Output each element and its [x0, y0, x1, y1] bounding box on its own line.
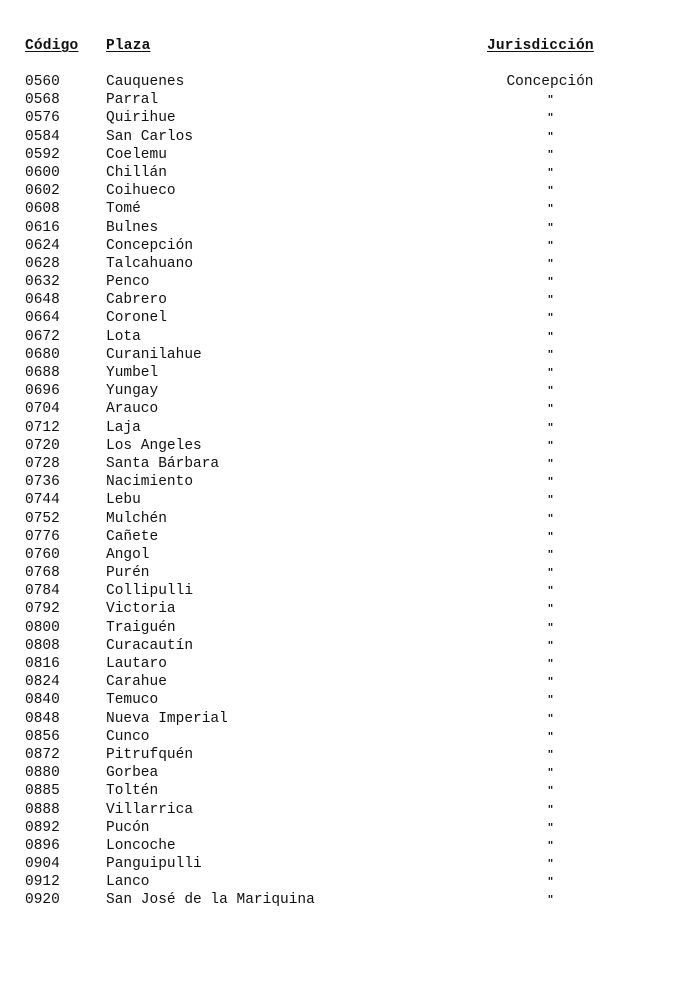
jurisdiccion-cell: "	[547, 456, 553, 470]
table-row	[0, 510, 700, 528]
codigo-cell: 0720	[25, 437, 60, 454]
table-row	[0, 128, 700, 146]
table-row	[0, 437, 700, 455]
codigo-cell: 0744	[25, 492, 60, 509]
codigo-cell: 0892	[25, 819, 60, 836]
codigo-cell: 0856	[25, 728, 60, 745]
codigo-cell: 0608	[25, 201, 60, 218]
plaza-cell: Coelemu	[106, 146, 167, 163]
codigo-cell: 0776	[25, 528, 60, 545]
codigo-cell: 0568	[25, 92, 60, 109]
jurisdiccion-cell: "	[547, 256, 553, 270]
table-row	[0, 764, 700, 782]
codigo-cell: 0600	[25, 164, 60, 181]
codigo-cell: 0800	[25, 619, 60, 636]
codigo-cell: 0848	[25, 710, 60, 727]
jurisdiccion-cell: "	[547, 529, 553, 543]
plaza-list	[0, 73, 700, 910]
codigo-cell: 0920	[25, 892, 60, 909]
jurisdiccion-cell: "	[547, 311, 553, 325]
plaza-cell: Purén	[106, 565, 150, 582]
plaza-cell: Concepción	[106, 237, 194, 254]
jurisdiccion-cell: "	[547, 165, 553, 179]
table-row	[0, 673, 700, 691]
plaza-cell: Toltén	[106, 783, 159, 800]
codigo-cell: 0872	[25, 746, 60, 763]
table-row	[0, 528, 700, 546]
plaza-cell: Carahue	[106, 674, 167, 691]
plaza-cell: Lanco	[106, 874, 150, 891]
codigo-cell: 0672	[25, 328, 60, 345]
table-row	[0, 728, 700, 746]
codigo-cell: 0560	[25, 74, 60, 90]
plaza-cell: Temuco	[106, 692, 159, 709]
jurisdiccion-cell: "	[547, 857, 553, 871]
codigo-cell: 0736	[25, 474, 60, 491]
codigo-cell: 0712	[25, 419, 60, 436]
codigo-cell: 0880	[25, 765, 60, 782]
plaza-cell: Penco	[106, 274, 150, 291]
jurisdiccion-cell: "	[547, 584, 553, 598]
codigo-cell: 0628	[25, 255, 60, 272]
codigo-cell: 0696	[25, 383, 60, 400]
plaza-cell: Yumbel	[106, 365, 159, 381]
table-row	[0, 855, 700, 873]
jurisdiccion-cell: "	[547, 329, 553, 343]
plaza-cell: Chillán	[106, 164, 167, 181]
jurisdiccion-cell: "	[547, 729, 553, 743]
codigo-cell: 0688	[25, 365, 60, 381]
plaza-cell: Cunco	[106, 728, 150, 745]
jurisdiccion-cell: "	[547, 675, 553, 689]
table-row	[0, 546, 700, 564]
jurisdiccion-cell: "	[547, 420, 553, 434]
plaza-cell: Coihueco	[106, 183, 176, 200]
table-row	[0, 637, 700, 655]
table-row	[0, 400, 700, 418]
header-codigo: Código	[25, 38, 79, 54]
plaza-cell: Nacimiento	[106, 474, 194, 491]
jurisdiccion-cell: "	[547, 111, 553, 125]
plaza-cell: Angol	[106, 546, 150, 563]
jurisdiccion-cell: "	[547, 784, 553, 798]
table-row	[0, 837, 700, 855]
codigo-cell: 0808	[25, 637, 60, 654]
jurisdiccion-cell: "	[547, 657, 553, 670]
codigo-cell: 0768	[25, 565, 60, 582]
jurisdiccion-cell: "	[547, 511, 553, 525]
jurisdiccion-cell: "	[547, 875, 553, 889]
codigo-cell: 0680	[25, 346, 60, 363]
table-row	[0, 710, 700, 728]
table-row	[0, 219, 700, 237]
plaza-cell: Curacautín	[106, 637, 194, 654]
codigo-cell: 0760	[25, 546, 60, 563]
plaza-cell: Nueva Imperial	[106, 710, 228, 727]
plaza-cell: Laja	[106, 419, 141, 436]
plaza-cell: Talcahuano	[106, 255, 194, 272]
codigo-cell: 0896	[25, 837, 60, 854]
table-row	[0, 255, 700, 273]
plaza-cell: Curanilahue	[106, 346, 202, 363]
codigo-cell: 0904	[25, 856, 60, 873]
header-jurisdiccion: Jurisdicción	[487, 38, 594, 54]
plaza-cell: Pitrufquén	[106, 746, 194, 763]
jurisdiccion-cell: "	[547, 293, 553, 307]
plaza-cell: San Carlos	[106, 128, 194, 145]
plaza-cell: Los Angeles	[106, 437, 202, 454]
table-row	[0, 382, 700, 400]
plaza-cell: Panguipulli	[106, 856, 202, 873]
plaza-cell: Lota	[106, 328, 141, 345]
jurisdiccion-cell: "	[547, 384, 553, 398]
plaza-cell: Lautaro	[106, 656, 167, 672]
plaza-cell: Collipulli	[106, 583, 194, 600]
plaza-cell: Cañete	[106, 528, 159, 545]
table-row	[0, 491, 700, 509]
table-row	[0, 200, 700, 218]
codigo-cell: 0616	[25, 219, 60, 236]
jurisdiccion-cell: "	[547, 402, 553, 416]
plaza-cell: Cabrero	[106, 292, 167, 309]
jurisdiccion-cell: "	[547, 766, 553, 780]
jurisdiccion-cell: "	[547, 620, 553, 634]
jurisdiccion-cell: "	[547, 129, 553, 143]
table-row	[0, 891, 700, 909]
jurisdiccion-cell: Concepción	[506, 74, 594, 90]
plaza-cell: Loncoche	[106, 837, 176, 854]
codigo-cell: 0728	[25, 455, 60, 472]
jurisdiccion-cell: "	[547, 638, 553, 652]
table-row	[0, 309, 700, 327]
table-row	[0, 328, 700, 346]
codigo-cell: 0816	[25, 656, 60, 672]
codigo-cell: 0752	[25, 510, 60, 527]
codigo-cell: 0602	[25, 183, 60, 200]
jurisdiccion-cell: "	[547, 820, 553, 834]
table-row	[0, 73, 700, 91]
codigo-cell: 0824	[25, 674, 60, 691]
table-row	[0, 655, 700, 673]
codigo-cell: 0592	[25, 146, 60, 163]
jurisdiccion-cell: "	[547, 747, 553, 761]
jurisdiccion-cell: "	[547, 475, 553, 489]
plaza-cell: Mulchén	[106, 510, 167, 527]
jurisdiccion-cell: "	[547, 438, 553, 452]
table-row	[0, 346, 700, 364]
jurisdiccion-cell: "	[547, 366, 553, 379]
jurisdiccion-cell: "	[547, 202, 553, 216]
jurisdiccion-cell: "	[547, 711, 553, 725]
table-row	[0, 419, 700, 437]
table-row	[0, 873, 700, 891]
table-row	[0, 182, 700, 200]
plaza-cell: San José de la Mariquina	[106, 892, 315, 909]
jurisdiccion-cell: "	[547, 566, 553, 580]
plaza-cell: Cauquenes	[106, 74, 185, 90]
table-row	[0, 237, 700, 255]
table-row	[0, 146, 700, 164]
plaza-cell: Lebu	[106, 492, 141, 509]
table-row	[0, 619, 700, 637]
plaza-cell: Quirihue	[106, 110, 176, 127]
table-row	[0, 600, 700, 618]
codigo-cell: 0632	[25, 274, 60, 291]
jurisdiccion-cell: "	[547, 220, 553, 234]
plaza-cell: Victoria	[106, 601, 176, 618]
codigo-cell: 0912	[25, 874, 60, 891]
codigo-cell: 0576	[25, 110, 60, 127]
codigo-cell: 0840	[25, 692, 60, 709]
codigo-cell: 0784	[25, 583, 60, 600]
jurisdiccion-cell: "	[547, 893, 553, 907]
table-row	[0, 164, 700, 182]
table-row	[0, 582, 700, 600]
plaza-cell: Santa Bárbara	[106, 455, 220, 472]
table-row	[0, 291, 700, 309]
table-row	[0, 782, 700, 800]
codigo-cell: 0664	[25, 310, 60, 327]
jurisdiccion-cell: "	[547, 93, 553, 107]
jurisdiccion-cell: "	[547, 802, 553, 816]
header-plaza: Plaza	[106, 38, 151, 54]
jurisdiccion-cell: "	[547, 547, 553, 561]
table-row	[0, 109, 700, 127]
table-row	[0, 801, 700, 819]
table-row	[0, 564, 700, 582]
jurisdiccion-cell: "	[547, 275, 553, 289]
plaza-cell: Coronel	[106, 310, 167, 327]
codigo-cell: 0888	[25, 801, 60, 818]
codigo-cell: 0704	[25, 401, 60, 418]
plaza-cell: Traiguén	[106, 619, 176, 636]
jurisdiccion-cell: "	[547, 493, 553, 507]
jurisdiccion-cell: "	[547, 184, 553, 198]
plaza-cell: Villarrica	[106, 801, 194, 818]
plaza-cell: Arauco	[106, 401, 159, 418]
table-row	[0, 273, 700, 291]
codigo-cell: 0792	[25, 601, 60, 618]
plaza-cell: Tomé	[106, 201, 141, 218]
jurisdiccion-cell: "	[547, 347, 553, 361]
codigo-cell: 0885	[25, 783, 60, 800]
table-row	[0, 455, 700, 473]
jurisdiccion-cell: "	[547, 147, 553, 161]
table-row	[0, 364, 700, 382]
jurisdiccion-cell: "	[547, 602, 553, 616]
codigo-cell: 0648	[25, 292, 60, 309]
codigo-cell: 0624	[25, 237, 60, 254]
plaza-cell: Bulnes	[106, 219, 159, 236]
plaza-cell: Pucón	[106, 819, 150, 836]
table-row	[0, 91, 700, 109]
table-row	[0, 746, 700, 764]
plaza-cell: Parral	[106, 92, 159, 109]
table-row	[0, 691, 700, 709]
table-row	[0, 819, 700, 837]
jurisdiccion-cell: "	[547, 238, 553, 252]
codigo-cell: 0584	[25, 128, 60, 145]
jurisdiccion-cell: "	[547, 838, 553, 852]
jurisdiccion-cell: "	[547, 693, 553, 707]
table-row	[0, 473, 700, 491]
plaza-cell: Gorbea	[106, 765, 159, 782]
plaza-cell: Yungay	[106, 383, 159, 400]
